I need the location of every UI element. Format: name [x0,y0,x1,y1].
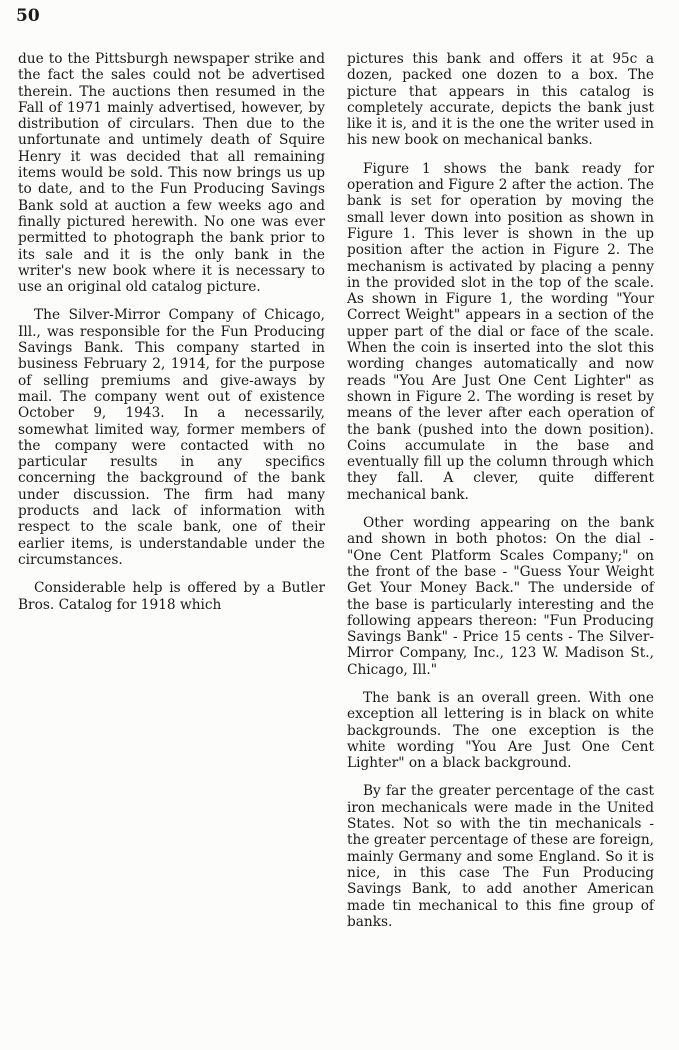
left-column [18,51,325,625]
paragraph-other-wording: Other wording appearing on the bank and shown in both photos: On the dial - "One Cent Platform Scales Company;" on the front of the base - "Guess Your Weight Get Your Money Back." The underside of the base is particularly interesting and the following appears thereon: "Fun Producing Savings Bank" - Price 15 cents - The Silver-Mirror Company, Inc., 123 W. Madison St., Chicago, Ill." [347,515,654,678]
paragraph-tin-mechanicals: By far the greater percentage of the cast iron mechanicals were made in the United States. Not so with the tin mechanicals - the greater percentage of these are foreign, mainly Germany and some England. So it is nice, in this case The Fun Producing Savings Bank, to add another American made tin mechanical to this fine group of banks. [347,783,654,930]
paragraph-catalog-picture: pictures this bank and offers it at 95c a dozen, packed one dozen to a box. The picture that appears in this catalog is completely accurate, depicts the bank just like it is, and it is the one the writer used in his new book on mechanical banks. [347,51,654,149]
right-column [347,51,654,942]
paragraph-continuation: due to the Pittsburgh newspaper strike and the fact the sales could not be advertised therein. The auctions then resumed in the Fall of 1971 mainly advertised, however, by distribution of circulars. Then due to the unfortunate and untimely death of Squire Henry it was decided that all remaining items would be sold. This now brings us up to date, and to the Fun Producing Savings Bank sold at auction a few weeks ago and finally pictured herewith. No one was ever permitted to photograph the bank prior to its sale and it is the only bank in the writer's new book where it is necessary to use an original old catalog picture. [18,51,325,296]
paragraph-butler-bros-catalog: Considerable help is offered by a Butler Bros. Catalog for 1918 which [18,580,325,613]
paragraph-figure-operation: Figure 1 shows the bank ready for operation and Figure 2 after the action. The bank is set for operation by moving the small lever down into position as shown in Figure 1. This lever is shown in the up position after the action in Figure 2. The mechanism is activated by placing a penny in the provided slot in the top of the scale. As shown in Figure 1, the wording "Your Correct Weight" appears in a section of the upper part of the dial or face of the scale. When the coin is inserted into the slot this wording changes automatically and now reads "You Are Just One Cent Lighter" as shown in Figure 2. The wording is reset by means of the lever after each operation of the bank (pushed into the down position). Coins accumulate in the base and eventually fill up the column through which they fall. A clever, quite different mechanical bank. [347,160,654,503]
page-number: 50 [16,6,40,26]
paragraph-silver-mirror-company: The Silver-Mirror Company of Chicago, Ill., was responsible for the Fun Producing Savings Bank. This company started in business February 2, 1914, for the purpose of selling premiums and give-aways by mail. The company went out of existence October 9, 1943. In a necessarily, somewhat limited way, former members of the company were contacted with no particular results in any specifics concerning the background of the bank under discussion. The firm had many products and lack of information with respect to the scale bank, one of their earlier items, is understandable under the circumstances. [18,307,325,568]
paragraph-bank-color: The bank is an overall green. With one exception all lettering is in black on white backgrounds. The one exception is the white wording "You Are Just One Cent Lighter" on a black background. [347,689,654,772]
